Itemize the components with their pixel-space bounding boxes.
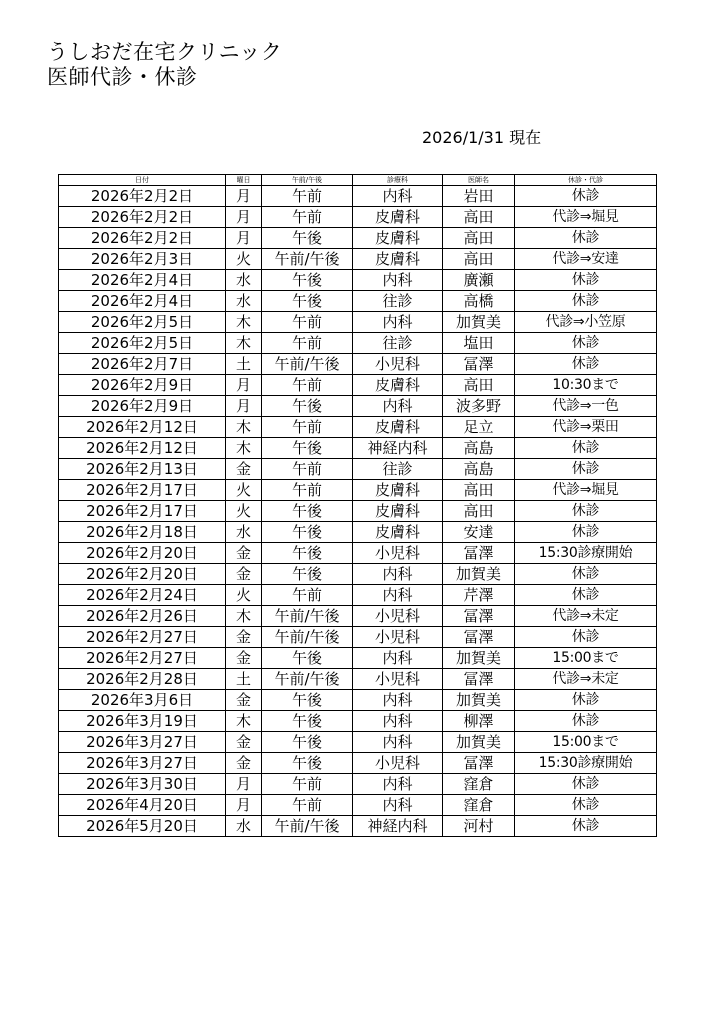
- column-header-doctor: 医師名: [443, 175, 515, 186]
- doctor-cell: 高橋: [443, 291, 515, 312]
- table-row: [59, 795, 657, 816]
- weekday-cell: 金: [226, 732, 262, 753]
- date-cell: 2026年3月27日: [59, 732, 226, 753]
- date-cell: 2026年2月5日: [59, 333, 226, 354]
- table-row: [59, 501, 657, 522]
- weekday-cell: 土: [226, 669, 262, 690]
- department-cell: 小児科: [353, 354, 443, 375]
- weekday-cell: 水: [226, 291, 262, 312]
- doctor-cell: 安達: [443, 522, 515, 543]
- table-row: [59, 711, 657, 732]
- status-cell: 代診⇒未定: [515, 606, 657, 627]
- doctor-cell: 加賀美: [443, 690, 515, 711]
- weekday-cell: 月: [226, 375, 262, 396]
- session-cell: 午後: [262, 291, 353, 312]
- table-header-row: [59, 175, 657, 186]
- weekday-cell: 水: [226, 522, 262, 543]
- session-cell: 午後: [262, 270, 353, 291]
- department-cell: 神経内科: [353, 816, 443, 837]
- session-cell: 午前/午後: [262, 606, 353, 627]
- department-cell: 往診: [353, 459, 443, 480]
- status-cell: 休診: [515, 522, 657, 543]
- department-cell: 小児科: [353, 753, 443, 774]
- schedule-body: [59, 186, 657, 837]
- doctor-cell: 柳澤: [443, 711, 515, 732]
- date-cell: 2026年2月4日: [59, 291, 226, 312]
- doctor-cell: 高田: [443, 228, 515, 249]
- weekday-cell: 火: [226, 501, 262, 522]
- session-cell: 午後: [262, 543, 353, 564]
- table-row: [59, 207, 657, 228]
- weekday-cell: 金: [226, 753, 262, 774]
- weekday-cell: 木: [226, 438, 262, 459]
- session-cell: 午前/午後: [262, 669, 353, 690]
- status-cell: 休診: [515, 186, 657, 207]
- weekday-cell: 金: [226, 627, 262, 648]
- department-cell: 神経内科: [353, 438, 443, 459]
- department-cell: 皮膚科: [353, 501, 443, 522]
- doctor-cell: 高島: [443, 438, 515, 459]
- session-cell: 午前: [262, 585, 353, 606]
- session-cell: 午前: [262, 417, 353, 438]
- department-cell: 小児科: [353, 669, 443, 690]
- department-cell: 皮膚科: [353, 207, 443, 228]
- weekday-cell: 金: [226, 690, 262, 711]
- date-cell: 2026年2月20日: [59, 564, 226, 585]
- doctor-cell: 高島: [443, 459, 515, 480]
- date-cell: 2026年2月9日: [59, 375, 226, 396]
- department-cell: 内科: [353, 564, 443, 585]
- doctor-cell: 岩田: [443, 186, 515, 207]
- status-cell: 15:00まで: [515, 732, 657, 753]
- session-cell: 午前: [262, 207, 353, 228]
- table-row: [59, 270, 657, 291]
- status-cell: 休診: [515, 501, 657, 522]
- session-cell: 午後: [262, 501, 353, 522]
- date-cell: 2026年3月19日: [59, 711, 226, 732]
- doctor-cell: 芹澤: [443, 585, 515, 606]
- weekday-cell: 木: [226, 711, 262, 732]
- weekday-cell: 水: [226, 270, 262, 291]
- date-cell: 2026年2月27日: [59, 627, 226, 648]
- table-row: [59, 627, 657, 648]
- status-cell: 休診: [515, 438, 657, 459]
- weekday-cell: 月: [226, 186, 262, 207]
- doctor-cell: 高田: [443, 375, 515, 396]
- department-cell: 皮膚科: [353, 417, 443, 438]
- doctor-cell: 高田: [443, 480, 515, 501]
- date-cell: 2026年5月20日: [59, 816, 226, 837]
- date-cell: 2026年2月5日: [59, 312, 226, 333]
- weekday-cell: 火: [226, 249, 262, 270]
- table-row: [59, 186, 657, 207]
- department-cell: 内科: [353, 186, 443, 207]
- table-row: [59, 438, 657, 459]
- status-cell: 休診: [515, 585, 657, 606]
- date-cell: 2026年2月2日: [59, 207, 226, 228]
- weekday-cell: 月: [226, 774, 262, 795]
- doctor-cell: 窪倉: [443, 774, 515, 795]
- doctor-cell: 高田: [443, 207, 515, 228]
- doctor-cell: 加賀美: [443, 648, 515, 669]
- department-cell: 小児科: [353, 606, 443, 627]
- table-row: [59, 375, 657, 396]
- table-row: [59, 816, 657, 837]
- table-row: [59, 312, 657, 333]
- session-cell: 午後: [262, 648, 353, 669]
- status-cell: 代診⇒堀見: [515, 480, 657, 501]
- session-cell: 午前: [262, 795, 353, 816]
- doctor-cell: 塩田: [443, 333, 515, 354]
- doctor-cell: 加賀美: [443, 564, 515, 585]
- date-cell: 2026年2月26日: [59, 606, 226, 627]
- department-cell: 皮膚科: [353, 249, 443, 270]
- session-cell: 午前: [262, 459, 353, 480]
- doctor-cell: 加賀美: [443, 312, 515, 333]
- session-cell: 午前/午後: [262, 816, 353, 837]
- status-cell: 休診: [515, 690, 657, 711]
- table-row: [59, 417, 657, 438]
- table-row: [59, 585, 657, 606]
- date-cell: 2026年2月20日: [59, 543, 226, 564]
- department-cell: 皮膚科: [353, 522, 443, 543]
- date-cell: 2026年2月3日: [59, 249, 226, 270]
- status-cell: 代診⇒小笠原: [515, 312, 657, 333]
- weekday-cell: 月: [226, 207, 262, 228]
- doctor-cell: 冨澤: [443, 543, 515, 564]
- clinic-name: うしおだ在宅クリニック: [47, 40, 283, 64]
- date-cell: 2026年2月2日: [59, 186, 226, 207]
- document-title: 医師代診・休診: [47, 65, 198, 89]
- status-cell: 休診: [515, 564, 657, 585]
- date-cell: 2026年2月7日: [59, 354, 226, 375]
- department-cell: 内科: [353, 711, 443, 732]
- session-cell: 午後: [262, 732, 353, 753]
- weekday-cell: 火: [226, 585, 262, 606]
- weekday-cell: 水: [226, 816, 262, 837]
- weekday-cell: 木: [226, 312, 262, 333]
- table-row: [59, 354, 657, 375]
- date-cell: 2026年2月27日: [59, 648, 226, 669]
- session-cell: 午前/午後: [262, 354, 353, 375]
- session-cell: 午後: [262, 753, 353, 774]
- department-cell: 小児科: [353, 627, 443, 648]
- date-cell: 2026年2月13日: [59, 459, 226, 480]
- status-cell: 代診⇒一色: [515, 396, 657, 417]
- status-cell: 15:00まで: [515, 648, 657, 669]
- session-cell: 午後: [262, 522, 353, 543]
- doctor-cell: 窪倉: [443, 795, 515, 816]
- table-row: [59, 606, 657, 627]
- table-row: [59, 522, 657, 543]
- column-header-weekday: 曜日: [226, 175, 262, 186]
- weekday-cell: 木: [226, 333, 262, 354]
- table-row: [59, 774, 657, 795]
- department-cell: 内科: [353, 270, 443, 291]
- doctor-cell: 足立: [443, 417, 515, 438]
- table-row: [59, 396, 657, 417]
- date-cell: 2026年2月17日: [59, 480, 226, 501]
- weekday-cell: 金: [226, 648, 262, 669]
- doctor-cell: 高田: [443, 249, 515, 270]
- weekday-cell: 土: [226, 354, 262, 375]
- date-cell: 2026年2月17日: [59, 501, 226, 522]
- status-cell: 休診: [515, 711, 657, 732]
- session-cell: 午前/午後: [262, 249, 353, 270]
- department-cell: 小児科: [353, 543, 443, 564]
- doctor-cell: 冨澤: [443, 753, 515, 774]
- weekday-cell: 月: [226, 396, 262, 417]
- department-cell: 往診: [353, 291, 443, 312]
- table-row: [59, 543, 657, 564]
- date-cell: 2026年2月24日: [59, 585, 226, 606]
- session-cell: 午後: [262, 228, 353, 249]
- department-cell: 内科: [353, 396, 443, 417]
- session-cell: 午前: [262, 312, 353, 333]
- department-cell: 内科: [353, 795, 443, 816]
- date-cell: 2026年2月28日: [59, 669, 226, 690]
- status-cell: 休診: [515, 816, 657, 837]
- doctor-cell: 加賀美: [443, 732, 515, 753]
- table-row: [59, 648, 657, 669]
- date-cell: 2026年4月20日: [59, 795, 226, 816]
- date-cell: 2026年2月12日: [59, 417, 226, 438]
- session-cell: 午前: [262, 375, 353, 396]
- status-cell: 休診: [515, 774, 657, 795]
- status-cell: 休診: [515, 354, 657, 375]
- as-of-date: 2026/1/31 現在: [422, 128, 542, 147]
- column-header-session: 午前/午後: [262, 175, 353, 186]
- status-cell: 休診: [515, 627, 657, 648]
- department-cell: 内科: [353, 585, 443, 606]
- schedule-table: [58, 174, 657, 837]
- session-cell: 午後: [262, 711, 353, 732]
- doctor-cell: 冨澤: [443, 627, 515, 648]
- department-cell: 内科: [353, 312, 443, 333]
- status-cell: 休診: [515, 270, 657, 291]
- weekday-cell: 木: [226, 417, 262, 438]
- table-row: [59, 249, 657, 270]
- department-cell: 皮膚科: [353, 375, 443, 396]
- weekday-cell: 火: [226, 480, 262, 501]
- session-cell: 午前/午後: [262, 627, 353, 648]
- session-cell: 午後: [262, 564, 353, 585]
- doctor-cell: 冨澤: [443, 354, 515, 375]
- weekday-cell: 金: [226, 459, 262, 480]
- department-cell: 内科: [353, 732, 443, 753]
- session-cell: 午後: [262, 690, 353, 711]
- column-header-date: 日付: [59, 175, 226, 186]
- status-cell: 15:30診療開始: [515, 753, 657, 774]
- table-row: [59, 669, 657, 690]
- table-row: [59, 732, 657, 753]
- session-cell: 午前: [262, 774, 353, 795]
- status-cell: 休診: [515, 333, 657, 354]
- column-header-status: 休診・代診: [515, 175, 657, 186]
- doctor-cell: 冨澤: [443, 669, 515, 690]
- table-row: [59, 333, 657, 354]
- session-cell: 午後: [262, 438, 353, 459]
- department-cell: 内科: [353, 774, 443, 795]
- table-row: [59, 459, 657, 480]
- status-cell: 代診⇒堀見: [515, 207, 657, 228]
- date-cell: 2026年2月2日: [59, 228, 226, 249]
- status-cell: 代診⇒栗田: [515, 417, 657, 438]
- status-cell: 10:30まで: [515, 375, 657, 396]
- date-cell: 2026年2月18日: [59, 522, 226, 543]
- date-cell: 2026年3月30日: [59, 774, 226, 795]
- session-cell: 午後: [262, 396, 353, 417]
- date-cell: 2026年2月12日: [59, 438, 226, 459]
- department-cell: 皮膚科: [353, 228, 443, 249]
- status-cell: 代診⇒未定: [515, 669, 657, 690]
- session-cell: 午前: [262, 186, 353, 207]
- session-cell: 午前: [262, 480, 353, 501]
- weekday-cell: 月: [226, 795, 262, 816]
- status-cell: 休診: [515, 795, 657, 816]
- doctor-cell: 冨澤: [443, 606, 515, 627]
- column-header-department: 診療科: [353, 175, 443, 186]
- doctor-cell: 波多野: [443, 396, 515, 417]
- table-row: [59, 291, 657, 312]
- status-cell: 代診⇒安達: [515, 249, 657, 270]
- table-row: [59, 753, 657, 774]
- status-cell: 休診: [515, 228, 657, 249]
- weekday-cell: 金: [226, 564, 262, 585]
- doctor-cell: 廣瀬: [443, 270, 515, 291]
- department-cell: 内科: [353, 648, 443, 669]
- department-cell: 皮膚科: [353, 480, 443, 501]
- table-row: [59, 480, 657, 501]
- department-cell: 内科: [353, 690, 443, 711]
- doctor-cell: 河村: [443, 816, 515, 837]
- doctor-cell: 高田: [443, 501, 515, 522]
- date-cell: 2026年3月6日: [59, 690, 226, 711]
- weekday-cell: 金: [226, 543, 262, 564]
- status-cell: 休診: [515, 459, 657, 480]
- weekday-cell: 月: [226, 228, 262, 249]
- table-row: [59, 690, 657, 711]
- date-cell: 2026年2月4日: [59, 270, 226, 291]
- table-row: [59, 228, 657, 249]
- date-cell: 2026年2月9日: [59, 396, 226, 417]
- date-cell: 2026年3月27日: [59, 753, 226, 774]
- status-cell: 休診: [515, 291, 657, 312]
- status-cell: 15:30診療開始: [515, 543, 657, 564]
- session-cell: 午前: [262, 333, 353, 354]
- weekday-cell: 木: [226, 606, 262, 627]
- department-cell: 往診: [353, 333, 443, 354]
- table-row: [59, 564, 657, 585]
